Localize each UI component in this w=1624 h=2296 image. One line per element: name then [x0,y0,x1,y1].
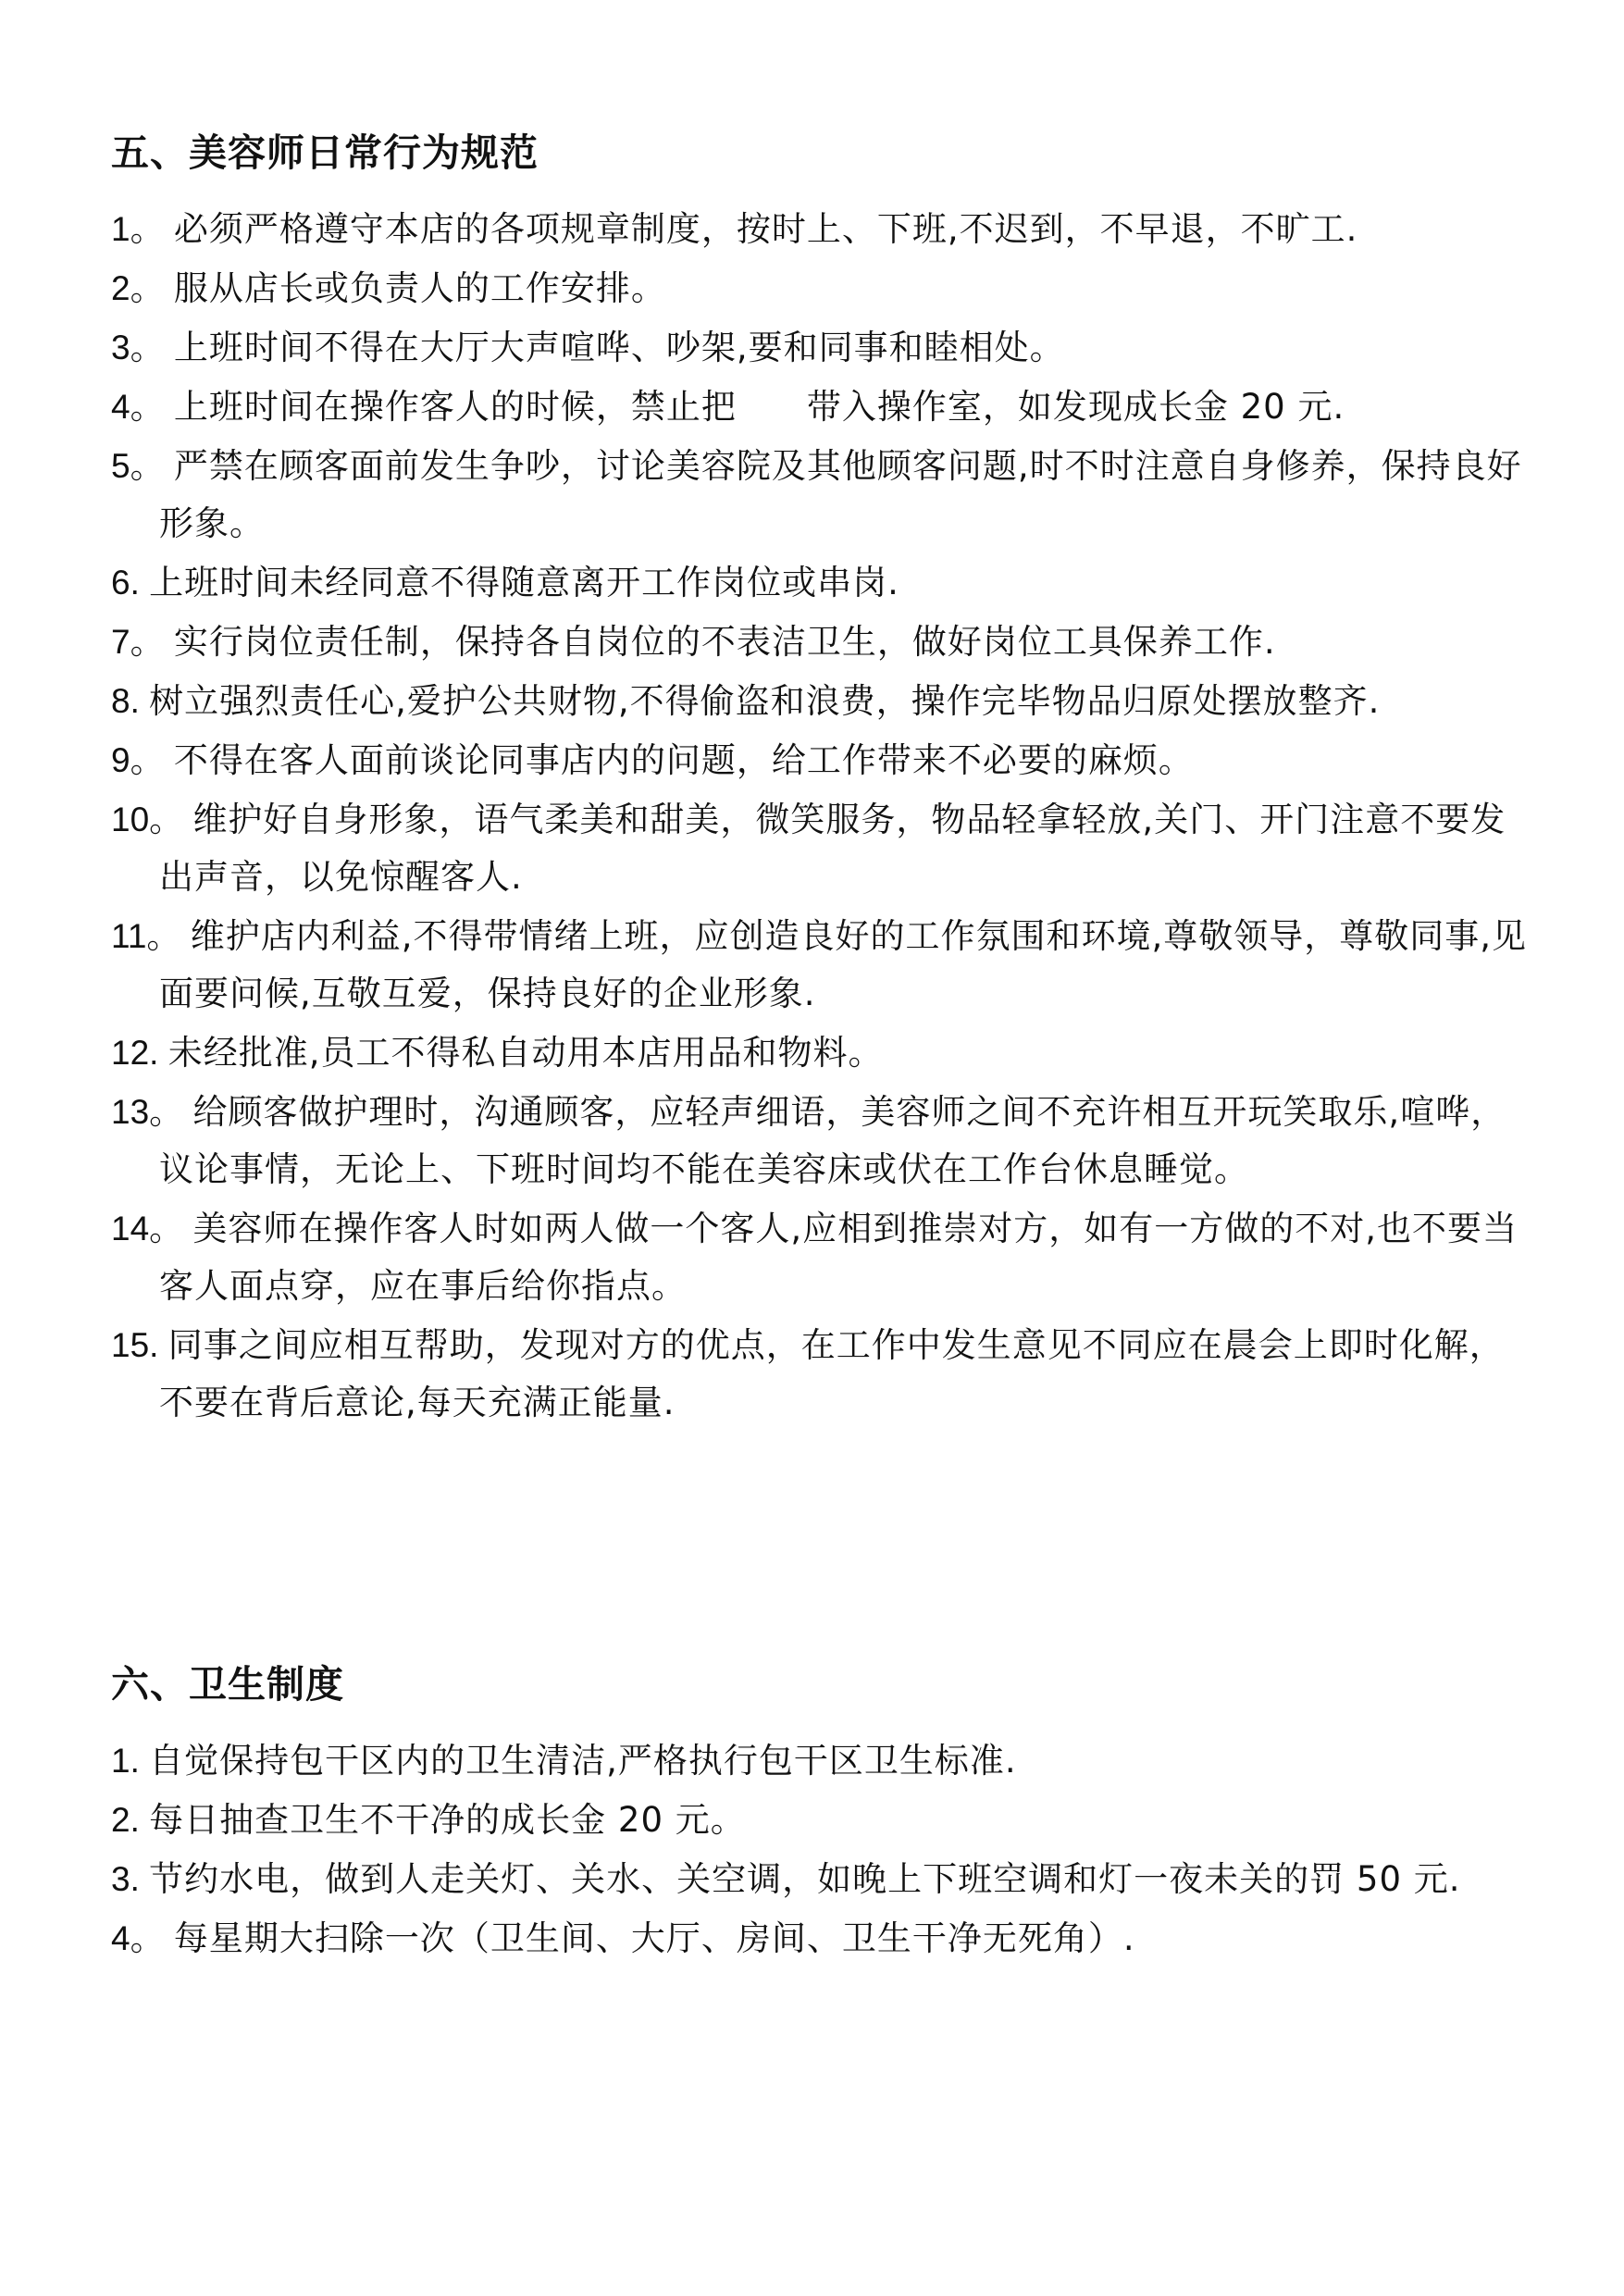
list-item [111,908,1527,1023]
item-text: 维护店内利益,不得带情绪上班，应创造良好的工作氛围和环境,尊敬领导，尊敬同事,见面要问候,互敬互爱，保持良好的企业形象. [159,916,1527,1013]
item-text: 上班时间在操作客人的时候，禁止把 带入操作室，如发现成长金 20 元. [173,387,1345,427]
item-number: 14。 [111,1210,193,1247]
list-item [111,791,1527,906]
item-number: 7。 [111,623,174,661]
item-text: 未经批准,员工不得私自动用本店用品和物料。 [167,1033,884,1073]
item-number: 4。 [111,388,174,426]
list-item [111,1024,1527,1082]
list-item [111,1200,1527,1315]
item-text: 严禁在顾客面前发生争吵，讨论美容院及其他顾客问题,时不时注意自身修养，保持良好形象。 [159,446,1522,543]
section-behavior-rules [111,125,1527,1433]
list-item [111,260,1527,317]
item-number: 3. [111,1860,150,1898]
list-item [111,1084,1527,1198]
list-item [111,1792,1527,1849]
section-hygiene-rules [111,1657,1527,1969]
item-text: 实行岗位责任制，保持各自岗位的不表洁卫生，做好岗位工具保养工作. [173,622,1276,662]
item-text: 不得在客人面前谈论同事店内的问题，给工作带来不必要的麻烦。 [173,740,1194,780]
item-number: 10。 [111,800,193,838]
list-item [111,438,1527,552]
section-title: 六、卫生制度 [111,1662,344,1706]
item-number: 1. [111,1742,150,1780]
item-text: 树立强烈责任心,爱护公共财物,不得偷盗和浪费，操作完毕物品归原处摆放整齐. [149,681,1381,721]
list-item [111,1910,1527,1967]
item-number: 6. [111,564,150,602]
item-text: 上班时间未经同意不得随意离开工作岗位或串岗. [149,563,899,602]
list-item [111,1732,1527,1790]
list-item [111,1317,1527,1432]
item-number: 3。 [111,329,174,366]
item-number: 9。 [111,741,174,779]
item-number: 8. [111,682,150,720]
item-number: 2. [111,1801,150,1839]
item-number: 1。 [111,210,174,248]
item-text: 节约水电，做到人走关灯、关水、关空调，如晚上下班空调和灯一夜未关的罚 50 元. [149,1859,1461,1899]
item-text: 美容师在操作客人时如两人做一个客人,应相到推崇对方，如有一方做的不对,也不要当客人面点穿，应在事后给你指点。 [159,1209,1518,1306]
item-number: 5。 [111,447,174,485]
list-item [111,614,1527,671]
item-number: 13。 [111,1093,193,1131]
item-text: 每日抽查卫生不干净的成长金 20 元。 [149,1800,746,1840]
item-text: 服从店长或负责人的工作安排。 [173,268,666,308]
hygiene-list [111,1732,1527,1967]
list-item [111,319,1527,377]
item-number: 15. [111,1326,168,1364]
item-number: 4。 [111,1919,174,1957]
item-text: 维护好自身形象，语气柔美和甜美，微笑服务，物品轻拿轻放,关门、开门注意不要发出声音，以免惊醒客人. [159,800,1506,897]
item-number: 11。 [111,917,191,955]
list-item [111,732,1527,789]
rules-list [111,201,1527,1432]
list-item [111,554,1527,612]
item-text: 上班时间不得在大厅大声喧哗、吵架,要和同事和睦相处。 [173,328,1065,367]
item-text: 给顾客做护理时，沟通顾客，应轻声细语，美容师之间不充许相互开玩笑取乐,喧哗，议论事情，无论上、下班时间均不能在美容床或伏在工作台休息睡觉。 [159,1092,1506,1189]
item-text: 同事之间应相互帮助，发现对方的优点，在工作中发生意见不同应在晨会上即时化解，不要在背后意论,每天充满正能量. [159,1325,1505,1422]
item-text: 每星期大扫除一次（卫生间、大厅、房间、卫生干净无死角）. [173,1918,1135,1958]
item-text: 必须严格遵守本店的各项规章制度，按时上、下班,不迟到，不早退，不旷工. [173,209,1358,249]
list-item [111,673,1527,730]
item-text: 自觉保持包干区内的卫生清洁,严格执行包干区卫生标准. [149,1741,1017,1781]
list-item [111,379,1527,436]
list-item [111,1851,1527,1908]
list-item [111,201,1527,258]
section-title: 五、美容师日常行为规范 [111,130,539,175]
item-number: 12. [111,1034,168,1072]
item-number: 2。 [111,269,174,307]
